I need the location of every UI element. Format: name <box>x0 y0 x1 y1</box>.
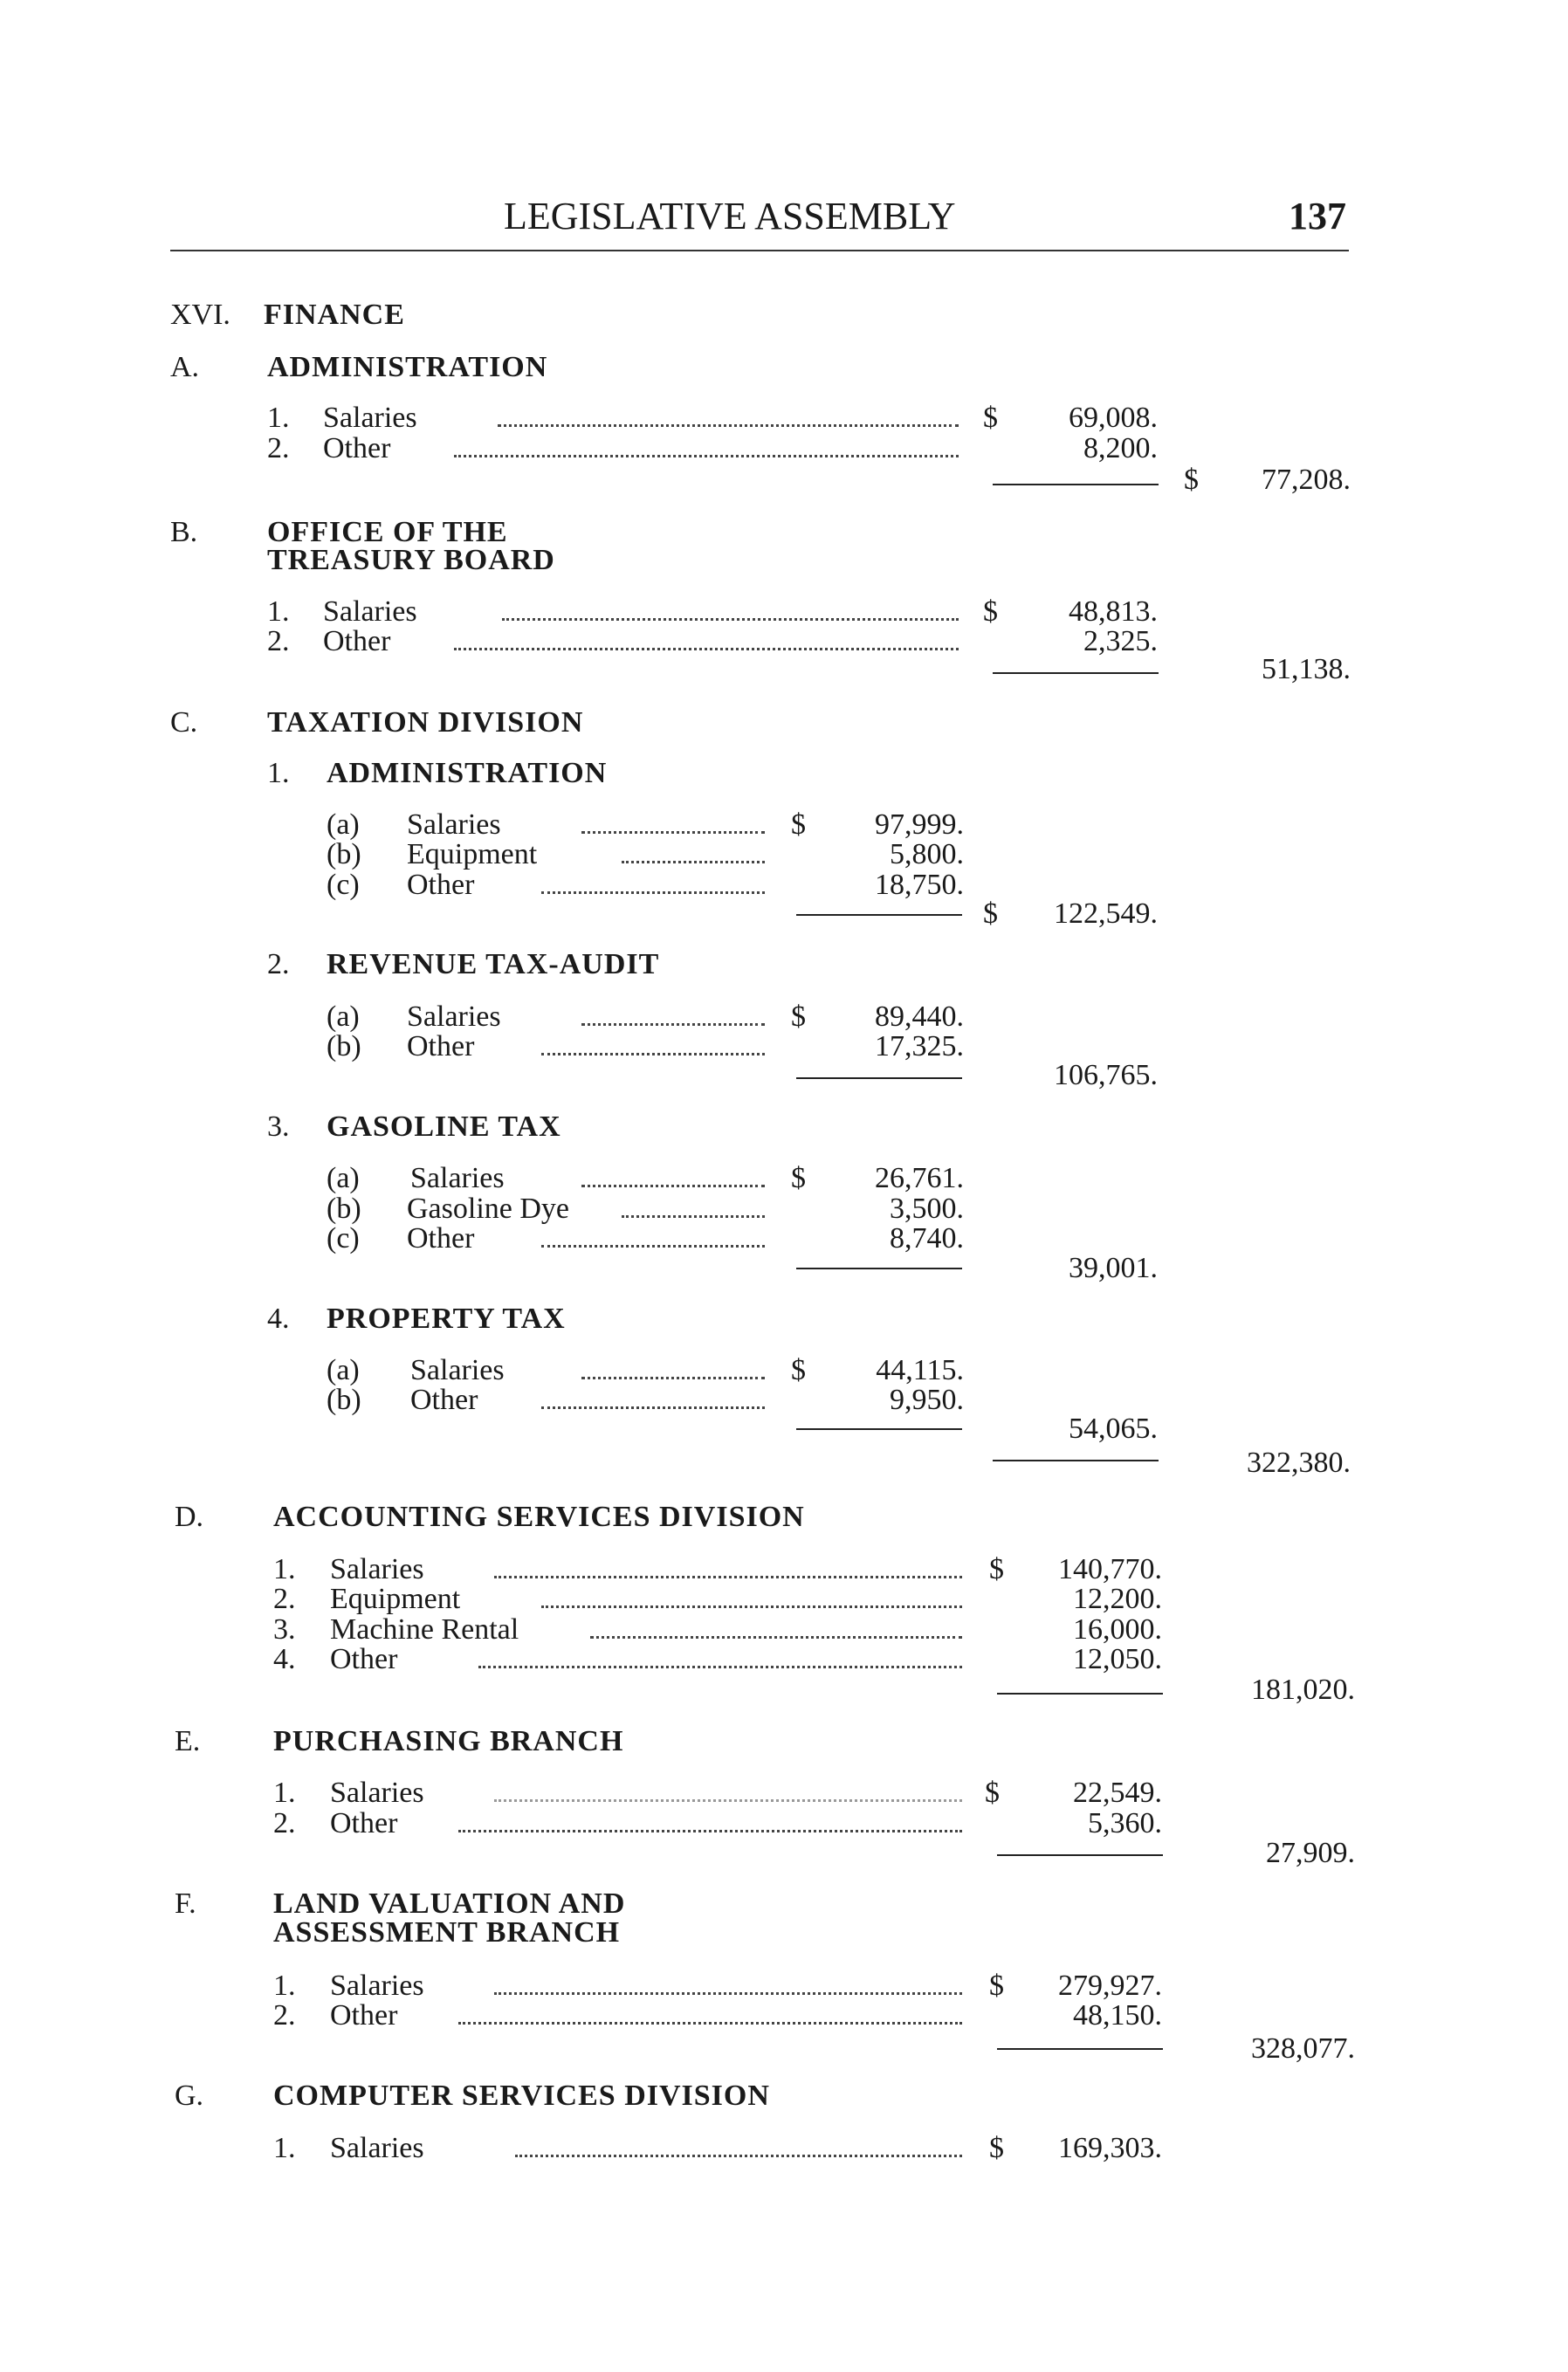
dot-leader <box>581 1023 765 1026</box>
section-total: 181,020. <box>1251 1674 1355 1706</box>
currency-sign: $ <box>791 1162 806 1194</box>
currency-sign: $ <box>791 1000 806 1033</box>
section-heading: TAXATION DIVISION <box>267 706 584 739</box>
item-amount: 17,325. <box>875 1030 964 1062</box>
item-letter: (c) <box>327 1222 360 1255</box>
item-label: Salaries <box>323 402 417 434</box>
item-amount: 48,813. <box>1069 595 1158 628</box>
item-label: Other <box>323 625 391 657</box>
section-total: 77,208. <box>1262 464 1351 496</box>
dot-leader <box>458 2022 962 2025</box>
item-number: 2. <box>267 625 290 657</box>
item-amount: 12,200. <box>1073 1583 1162 1615</box>
item-label: Salaries <box>330 2132 424 2164</box>
item-label: Other <box>330 1807 398 1839</box>
item-letter: (b) <box>327 1030 361 1062</box>
item-number: 4. <box>273 1643 296 1675</box>
currency-sign: $ <box>989 1553 1004 1585</box>
subtotal-rule <box>796 1428 962 1430</box>
currency-sign: $ <box>1184 464 1199 496</box>
item-label: Salaries <box>407 1000 501 1033</box>
dot-leader <box>454 455 959 457</box>
subsection-heading: ADMINISTRATION <box>327 757 608 789</box>
item-label: Other <box>410 1384 478 1416</box>
dot-leader <box>454 648 959 650</box>
dot-leader <box>581 831 765 834</box>
section-heading: COMPUTER SERVICES DIVISION <box>273 2080 770 2112</box>
dot-leader <box>590 1636 962 1639</box>
subsection-number: 4. <box>267 1303 290 1335</box>
subsection-heading: PROPERTY TAX <box>327 1303 566 1335</box>
item-label: Other <box>407 869 475 901</box>
currency-sign: $ <box>791 1354 806 1386</box>
item-label: Salaries <box>330 1777 424 1809</box>
page-header-title: LEGISLATIVE ASSEMBLY <box>504 195 956 237</box>
subsection-number: 2. <box>267 948 290 980</box>
item-amount: 140,770. <box>1058 1553 1162 1585</box>
item-amount: 69,008. <box>1069 402 1158 434</box>
section-letter: D. <box>175 1501 204 1533</box>
page-number: 137 <box>1289 195 1346 237</box>
dot-leader <box>581 1377 765 1379</box>
section-heading-line2: ASSESSMENT BRANCH <box>273 1916 621 1949</box>
subtotal-rule <box>997 2048 1163 2050</box>
item-label: Equipment <box>330 1583 461 1615</box>
dot-leader <box>502 618 959 621</box>
item-label: Salaries <box>407 808 501 841</box>
dot-leader <box>541 1605 962 1608</box>
section-heading-line1: OFFICE OF THE <box>267 516 508 548</box>
item-number: 1. <box>273 1777 296 1809</box>
item-amount: 5,800. <box>890 838 964 870</box>
dot-leader <box>494 1992 962 1995</box>
dot-leader <box>478 1666 962 1668</box>
item-label: Machine Rental <box>330 1613 519 1646</box>
total-rule <box>993 1460 1159 1461</box>
section-heading: ADMINISTRATION <box>267 351 548 383</box>
item-number: 3. <box>273 1613 296 1646</box>
item-amount: 12,050. <box>1073 1643 1162 1675</box>
item-amount: 169,303. <box>1058 2132 1162 2164</box>
dot-leader <box>494 1799 962 1802</box>
subsection-subtotal: 39,001. <box>1069 1252 1158 1284</box>
subtotal-rule <box>993 484 1159 485</box>
subsection-subtotal: 54,065. <box>1069 1413 1158 1445</box>
item-amount: 44,115. <box>876 1354 964 1386</box>
dot-leader <box>515 2155 962 2157</box>
subtotal-rule <box>993 672 1159 674</box>
item-letter: (b) <box>327 838 361 870</box>
item-label: Other <box>330 1643 398 1675</box>
item-amount: 48,150. <box>1073 1999 1162 2032</box>
section-number: XVI. <box>170 299 230 331</box>
currency-sign: $ <box>983 402 998 434</box>
dot-leader <box>541 891 765 894</box>
dot-leader <box>541 1406 765 1409</box>
section-total: 322,380. <box>1247 1447 1351 1479</box>
item-label: Other <box>323 432 391 464</box>
item-label: Salaries <box>410 1354 505 1386</box>
subtotal-rule <box>997 1854 1163 1856</box>
header-rule <box>170 250 1349 251</box>
section-heading: ACCOUNTING SERVICES DIVISION <box>273 1501 805 1533</box>
subtotal-rule <box>796 1268 962 1269</box>
item-number: 1. <box>273 1970 296 2002</box>
item-amount: 5,360. <box>1088 1807 1162 1839</box>
dot-leader <box>458 1830 962 1832</box>
dot-leader <box>541 1245 765 1248</box>
section-total: 328,077. <box>1251 2032 1355 2065</box>
item-amount: 8,740. <box>890 1222 964 1255</box>
subsection-heading: GASOLINE TAX <box>327 1110 561 1143</box>
section-heading: PURCHASING BRANCH <box>273 1725 624 1757</box>
item-label: Salaries <box>323 595 417 628</box>
item-amount: 97,999. <box>875 808 964 841</box>
item-label: Other <box>407 1222 475 1255</box>
dot-leader <box>541 1053 765 1055</box>
section-title: FINANCE <box>264 299 405 331</box>
item-amount: 22,549. <box>1073 1777 1162 1809</box>
item-label: Salaries <box>410 1162 505 1194</box>
item-number: 2. <box>273 1583 296 1615</box>
item-number: 1. <box>273 2132 296 2164</box>
item-amount: 2,325. <box>1083 625 1158 657</box>
section-total: 27,909. <box>1266 1837 1355 1869</box>
item-amount: 89,440. <box>875 1000 964 1033</box>
currency-sign: $ <box>791 808 806 841</box>
item-letter: (a) <box>327 808 360 841</box>
dot-leader <box>622 861 765 863</box>
subtotal-rule <box>796 1077 962 1079</box>
currency-sign: $ <box>983 595 998 628</box>
section-heading-line2: TREASURY BOARD <box>267 544 555 576</box>
dot-leader <box>498 424 959 427</box>
currency-sign: $ <box>989 1970 1004 2002</box>
subtotal-rule <box>796 914 962 916</box>
section-total: 51,138. <box>1262 653 1351 685</box>
section-letter: C. <box>170 706 198 739</box>
section-letter: A. <box>170 351 200 383</box>
section-letter: E. <box>175 1725 201 1757</box>
section-letter: B. <box>170 516 198 548</box>
item-number: 1. <box>267 402 290 434</box>
section-heading-line1: LAND VALUATION AND <box>273 1887 626 1920</box>
dot-leader <box>622 1215 765 1218</box>
subsection-subtotal: 106,765. <box>1054 1059 1158 1091</box>
item-number: 1. <box>273 1553 296 1585</box>
item-amount: 16,000. <box>1073 1613 1162 1646</box>
item-label: Gasoline Dye <box>407 1193 570 1225</box>
item-amount: 9,950. <box>890 1384 964 1416</box>
item-label: Equipment <box>407 838 538 870</box>
item-letter: (a) <box>327 1162 360 1194</box>
item-number: 1. <box>267 595 290 628</box>
currency-sign: $ <box>989 2132 1004 2164</box>
subsection-heading: REVENUE TAX-AUDIT <box>327 948 660 980</box>
item-amount: 3,500. <box>890 1193 964 1225</box>
currency-sign: $ <box>985 1777 1000 1809</box>
subtotal-rule <box>997 1693 1163 1695</box>
item-letter: (b) <box>327 1384 361 1416</box>
item-amount: 18,750. <box>875 869 964 901</box>
item-amount: 279,927. <box>1058 1970 1162 2002</box>
item-label: Other <box>407 1030 475 1062</box>
item-letter: (b) <box>327 1193 361 1225</box>
item-number: 2. <box>273 1999 296 2032</box>
dot-leader <box>494 1576 962 1578</box>
item-letter: (a) <box>327 1000 360 1033</box>
item-number: 2. <box>273 1807 296 1839</box>
item-label: Salaries <box>330 1970 424 2002</box>
item-label: Other <box>330 1999 398 2032</box>
item-letter: (c) <box>327 869 360 901</box>
subsection-number: 3. <box>267 1110 290 1143</box>
item-number: 2. <box>267 432 290 464</box>
currency-sign: $ <box>983 897 998 930</box>
dot-leader <box>581 1185 765 1187</box>
item-amount: 26,761. <box>875 1162 964 1194</box>
section-letter: F. <box>175 1887 196 1920</box>
item-letter: (a) <box>327 1354 360 1386</box>
section-letter: G. <box>175 2080 204 2112</box>
subsection-number: 1. <box>267 757 290 789</box>
item-amount: 8,200. <box>1083 432 1158 464</box>
subsection-subtotal: 122,549. <box>1054 897 1158 930</box>
item-label: Salaries <box>330 1553 424 1585</box>
